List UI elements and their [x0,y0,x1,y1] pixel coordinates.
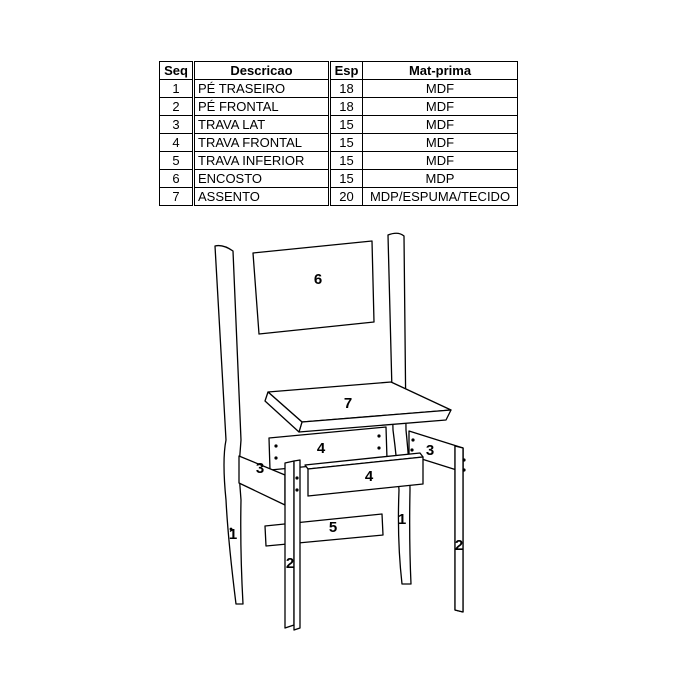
pe-frontal-right [455,446,463,612]
label-assento: 7 [343,395,353,412]
cell-seq: 6 [160,170,194,188]
label-pe-frontal-right: 2 [454,537,464,554]
cell-descricao: TRAVA FRONTAL [194,134,330,152]
cell-esp: 15 [330,152,363,170]
cell-descricao: TRAVA INFERIOR [194,152,330,170]
cell-esp: 15 [330,116,363,134]
label-pe-frontal-left: 2 [285,555,295,572]
cell-mat-prima: MDP [363,170,518,188]
header-descricao: Descricao [194,62,330,80]
label-trava-frontal-front: 4 [364,468,374,485]
cell-descricao: PÉ FRONTAL [194,98,330,116]
cell-seq: 2 [160,98,194,116]
trava-inferior [265,514,383,546]
cell-descricao: ENCOSTO [194,170,330,188]
label-trava-frontal-back: 4 [316,440,326,457]
label-trava-lat-right: 3 [425,442,435,459]
pe-traseiro-left [215,246,243,604]
cell-seq: 1 [160,80,194,98]
cell-esp: 18 [330,80,363,98]
label-encosto: 6 [313,271,323,288]
header-mat-prima: Mat-prima [363,62,518,80]
cell-mat-prima: MDF [363,152,518,170]
cell-mat-prima: MDF [363,116,518,134]
cell-esp: 15 [330,134,363,152]
label-pe-traseiro-left: 1 [228,526,238,543]
cell-esp: 15 [330,170,363,188]
label-trava-lat-left: 3 [255,460,265,477]
header-esp: Esp [330,62,363,80]
pe-frontal-left [294,460,300,630]
cell-seq: 4 [160,134,194,152]
cell-seq: 7 [160,188,194,206]
cell-descricao: ASSENTO [194,188,330,206]
cell-mat-prima: MDP/ESPUMA/TECIDO [363,188,518,206]
cell-mat-prima: MDF [363,80,518,98]
label-trava-inferior: 5 [328,519,338,536]
cell-descricao: PÉ TRASEIRO [194,80,330,98]
pe-frontal-left-side [285,461,294,628]
cell-seq: 5 [160,152,194,170]
cell-seq: 3 [160,116,194,134]
header-seq: Seq [160,62,194,80]
cell-mat-prima: MDF [363,98,518,116]
cell-mat-prima: MDF [363,134,518,152]
cell-descricao: TRAVA LAT [194,116,330,134]
label-pe-traseiro-right: 1 [397,511,407,528]
cell-esp: 18 [330,98,363,116]
cell-esp: 20 [330,188,363,206]
